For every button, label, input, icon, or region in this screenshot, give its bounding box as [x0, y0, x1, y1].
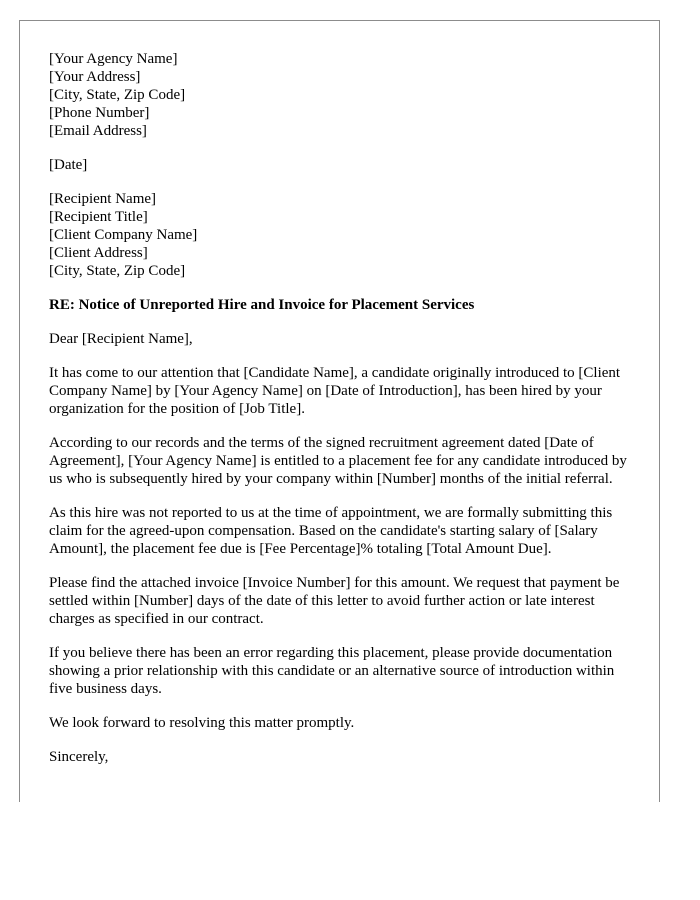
- sender-address: [Your Address]: [49, 69, 141, 85]
- paragraph-closing-remark: We look forward to resolving this matter promptly.: [49, 715, 355, 731]
- salutation: Dear [Recipient Name],: [49, 331, 193, 347]
- sender-city-state-zip: [City, State, Zip Code]: [49, 87, 186, 103]
- date-block: [49, 156, 639, 174]
- paragraph-candidate-hired: It has come to our attention that [Candidate Name], a candidate originally introduced to [Client Company Name] by [Your Agency Name] on [Date of Introduction], has been hired by your organization for the position of [Job Title].: [49, 365, 621, 417]
- recipient-title: [Recipient Title]: [49, 209, 148, 225]
- letter-date: [Date]: [49, 157, 88, 173]
- recipient-company: [Client Company Name]: [49, 227, 198, 243]
- closing: Sincerely,: [49, 749, 109, 765]
- sender-email: [Email Address]: [49, 123, 147, 139]
- paragraph-dispute: If you believe there has been an error regarding this placement, please provide documentation showing a prior relationship with this candidate or an alternative source of introduction within five business days.: [49, 645, 615, 697]
- paragraph-fee-claim: As this hire was not reported to us at the time of appointment, we are formally submitting this claim for the agreed-upon compensation. Based on the candidate's starting salary of [Salary Amount], the placement fee due is [Fee Percentage]% totaling [Total Amount Due].: [49, 505, 613, 557]
- sender-agency-name: [Your Agency Name]: [49, 51, 178, 67]
- sender-block: [49, 50, 639, 140]
- letter-body: [49, 50, 639, 782]
- paragraph-invoice-payment: Please find the attached invoice [Invoice Number] for this amount. We request that payment be settled within [Number] days of the date of this letter to avoid further action or late interest charges as specified in our contract.: [49, 575, 620, 627]
- recipient-block: [49, 190, 639, 280]
- recipient-address: [Client Address]: [49, 245, 148, 261]
- paragraph-agreement-terms: According to our records and the terms of the signed recruitment agreement dated [Date of Agreement], [Your Agency Name] is entitled to a placement fee for any candidate introduced by us who is subsequently hired by your company within [Number] months of the initial referral.: [49, 435, 627, 487]
- subject-line: RE: Notice of Unreported Hire and Invoice for Placement Services: [49, 297, 475, 313]
- recipient-city-state-zip: [City, State, Zip Code]: [49, 263, 186, 279]
- sender-phone: [Phone Number]: [49, 105, 150, 121]
- recipient-name: [Recipient Name]: [49, 191, 157, 207]
- letter-page: [19, 20, 660, 802]
